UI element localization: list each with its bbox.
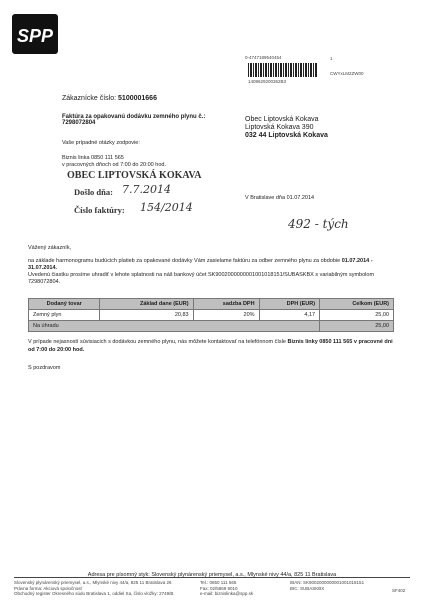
col-header: Základ dane (EUR) [100,299,193,310]
cell: 25,00 [320,310,394,321]
col-header: sadzba DPH [193,299,259,310]
footer-line: BIC: SUBASKBX [290,585,325,591]
barcode-number: 1409629200362B3 [248,79,287,84]
body-part1: na základe harmonogramu budúcich platieb za opakované dodávky Vám zasielame faktúru za odber zemného plynu za obdobie [28,258,342,264]
customer-label: Zákaznícke číslo: [62,95,117,102]
recipient-line2: Liptovská Kokava 390 [245,124,314,131]
invoice-table [28,298,394,332]
closing-part1: V prípade nejasností súvisiacich s dodávkou zemného plynu, nás môžete kontaktovať na telefónnom čísle [28,339,288,345]
spp-logo [12,14,58,54]
col-header: Celkom (EUR) [320,299,394,310]
footer-col1 [14,580,173,597]
stamp-received-value: 7.7.2014 [122,183,171,196]
stamp-title: OBEC LIPTOVSKÁ KOKAVA [67,170,202,181]
barcode-text: 0-4747189540454 [245,55,282,60]
footer-code: SF402 [392,588,406,593]
invoice-heading-label: Faktúra za opakovanú dodávku zemného plynu č.: [62,114,206,120]
stamp-number-label: Číslo faktúry: [74,205,125,215]
footer-line: Tel.: 0850 111 565 [200,580,237,585]
contact-line1: Biznis linka 0850 111 565 [62,155,124,161]
closing-bold: Biznis linky 0850 111 565 v pracovné dni od 7:00 do 20:00 hod. [28,339,393,353]
footer-line: e-mail: biznislinka@spp.sk [200,591,254,596]
table-total-row [29,321,394,332]
invoice-number: 7298072804 [62,120,96,126]
handwritten-note: 492 - tých [288,217,349,231]
cell: Zemný plyn [29,310,100,321]
cell: 20% [193,310,259,321]
footer-col2 [200,580,253,597]
body-period: 01.07.2014 - 31.07.2014. [28,258,373,271]
body-part2: Uvedenú čiastku prosíme uhradiť v lehote splatnosti na náš bankový účet SK9002000000001001018151/SUBASKBX s variabilným symbolom 7298072804. [28,272,375,285]
table-row [29,310,394,321]
footer-line: Obchodný register Okresného súdu Bratislava 1, oddiel Sa, číslo vložky: 2749/B [14,591,174,596]
recipient-line3: 032 44 Liptovská Kokava [245,132,328,139]
place-date: V Bratislave dňa 01.07.2014 [245,195,315,201]
col-header: Dodaný tovar [29,299,100,310]
footer-address: Adresa pre písomný styk: Slovenský plynárenský priemysel, a.s., Mlynské nivy 44/a, 825 11 Bratislava [87,572,337,578]
footer-line: Slovenský plynárenský priemysel, a.s., Mlynské nivy 44/a, 825 11 Bratislava 26 [14,580,172,585]
body-paragraph [28,258,394,286]
closing-paragraph [28,338,394,354]
footer-line: Právna forma: Akciová spoločnosť [14,585,83,591]
footer-line: IBAN: SK9002000000001001018151 [290,580,365,585]
recipient-line1: Obec Liptovská Kokava [245,116,319,123]
contact-line2: v pracovných dňoch od 7:00 do 20:00 hod. [62,162,166,168]
footer-col3 [290,580,364,591]
total-label: Na úhradu [29,321,320,332]
invoice-heading [62,114,232,126]
greeting: Vážený zákazník, [28,245,72,251]
footer-divider [14,577,410,578]
customer-number: 5100001666 [118,95,157,102]
table-header-row [29,299,394,310]
col-header: DPH (EUR) [259,299,320,310]
top-right-code1: 1 [330,56,333,61]
stamp-number-value: 154/2014 [140,201,193,214]
cell: 4,17 [259,310,320,321]
logo-text: SPP [16,26,54,46]
cell: 20,83 [100,310,193,321]
stamp-received-label: Došlo dňa: [74,187,113,197]
footer-line: Fax: 02/5869 9010 [200,585,238,591]
top-right-code2: CWYxLM2ZW00 [330,71,364,76]
contact-label: Vaše prípadné otázky zodpovie: [62,140,140,146]
total-value: 25,00 [320,321,394,332]
regards: S pozdravom [28,365,61,371]
customer-number-line [62,95,157,102]
barcode [248,63,318,77]
